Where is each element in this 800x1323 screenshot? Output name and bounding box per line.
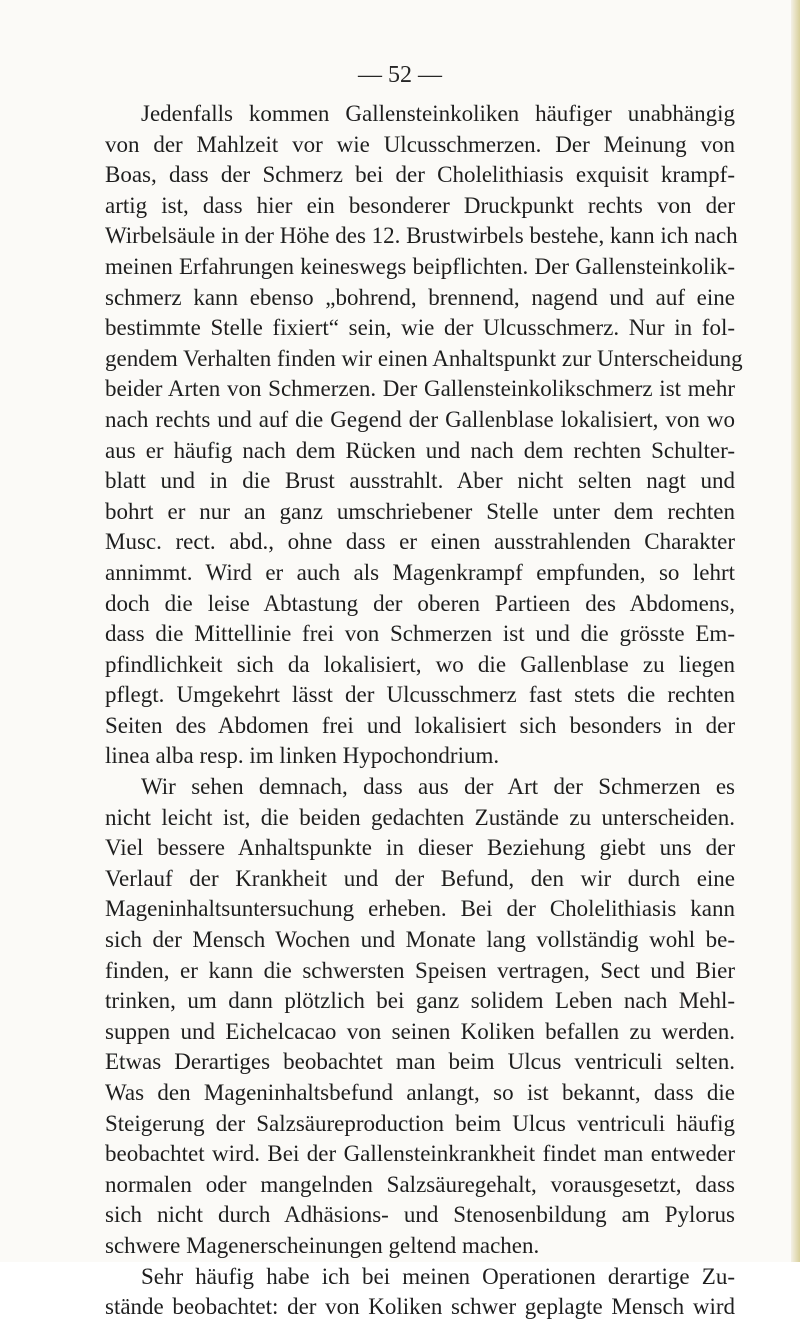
text-line: meinen Erfahrungen keineswegs beipflichten. Der Gallensteinkolik- [105, 253, 735, 279]
text-line: Wirbelsäule in der Höhe des 12. Brustwirbels bestehe, kann ich nach [105, 223, 738, 249]
text-line: annimmt. Wird er auch als Magenkrampf empfunden, so lehrt [105, 559, 735, 585]
text-line: linea alba resp. im linken Hypochondrium. [105, 743, 500, 769]
text-line: bestimmte Stelle fixiert“ sein, wie der Ulcusschmerz. Nur in fol- [105, 315, 735, 341]
paragraph [105, 772, 735, 1262]
text-line: Steigerung der Salzsäureproduction beim Ulcus ventriculi häufig [105, 1110, 735, 1136]
text-line: bohrt er nur an ganz umschriebener Stelle unter dem rechten [105, 498, 735, 524]
text-line: Boas, dass der Schmerz bei der Cholelithiasis exquisit krampf- [105, 162, 735, 188]
text-line: pflegt. Umgekehrt lässt der Ulcusschmerz fast stets die rechten [105, 682, 735, 708]
text-line: sich nicht durch Adhäsions- und Stenosenbildung am Pylorus [105, 1202, 735, 1228]
text-line: stände beobachtet: der von Koliken schwer geplagte Mensch wird [105, 1294, 735, 1320]
text-line: schmerz kann ebenso „bohrend, brennend, nagend und auf eine [105, 284, 735, 310]
text-line: aus er häufig nach dem Rücken und nach dem rechten Schulter- [105, 437, 735, 463]
text-line: Verlauf der Krankheit und der Befund, den wir durch eine [105, 865, 735, 891]
text-line: blatt und in die Brust ausstrahlt. Aber nicht selten nagt und [105, 468, 735, 494]
text-line: von der Mahlzeit vor wie Ulcusschmerzen. Der Meinung von [105, 131, 735, 157]
text-line: finden, er kann die schwersten Speisen vertragen, Sect und Bier [105, 957, 735, 983]
text-line: normalen oder mangelnden Salzsäuregehalt, vorausgesetzt, dass [105, 1171, 735, 1197]
text-line: nicht leicht ist, die beiden gedachten Zustände zu unterscheiden. [105, 804, 735, 830]
text-line: Etwas Derartiges beobachtet man beim Ulcus ventriculi selten. [105, 1049, 735, 1075]
text-line: beider Arten von Schmerzen. Der Gallensteinkolikschmerz ist mehr [105, 376, 735, 402]
text-line: Sehr häufig habe ich bei meinen Operationen derartige Zu- [141, 1263, 735, 1289]
text-line: Mageninhaltsuntersuchung erheben. Bei der Cholelithiasis kann [105, 896, 735, 922]
body-text [105, 99, 743, 1323]
text-line: Musc. rect. abd., ohne dass er einen ausstrahlenden Charakter [105, 529, 735, 555]
text-line: beobachtet wird. Bei der Gallensteinkrankheit findet man entweder [105, 1141, 735, 1167]
paragraph [105, 99, 743, 772]
text-line: Viel bessere Anhaltspunkte in dieser Beziehung giebt uns der [105, 835, 735, 861]
text-line: gendem Verhalten finden wir einen Anhaltspunkt zur Unterscheidung [105, 345, 743, 371]
text-line: nach rechts und auf die Gegend der Gallenblase lokalisiert, von wo [105, 406, 735, 432]
text-line: trinken, um dann plötzlich bei ganz solidem Leben nach Mehl- [105, 988, 735, 1014]
text-line: Was den Mageninhaltsbefund anlangt, so ist bekannt, dass die [105, 1080, 735, 1105]
page-edge [791, 0, 800, 1262]
text-line: sich der Mensch Wochen und Monate lang vollständig wohl be- [105, 927, 735, 953]
text-line: Wir sehen demnach, dass aus der Art der Schmerzen es [141, 774, 735, 800]
text-line: dass die Mittellinie frei von Schmerzen ist und die grösste Em- [105, 621, 735, 647]
text-line: Jedenfalls kommen Gallensteinkoliken häufiger unabhängig [141, 101, 735, 126]
paragraph [105, 1262, 735, 1323]
text-line: pfindlichkeit sich da lokalisiert, wo die Gallenblase zu liegen [105, 651, 735, 677]
page-number: — 52 — [358, 62, 442, 88]
text-line: artig ist, dass hier ein besonderer Druckpunkt rechts von der [105, 192, 735, 218]
text-line: doch die leise Abtastung der oberen Partieen des Abdomens, [105, 590, 735, 616]
text-line: Seiten des Abdomen frei und lokalisiert sich besonders in der [105, 712, 735, 738]
text-line: suppen und Eichelcacao von seinen Koliken befallen zu werden. [105, 1018, 735, 1044]
text-line: schwere Magenerscheinungen geltend machen. [105, 1232, 540, 1258]
